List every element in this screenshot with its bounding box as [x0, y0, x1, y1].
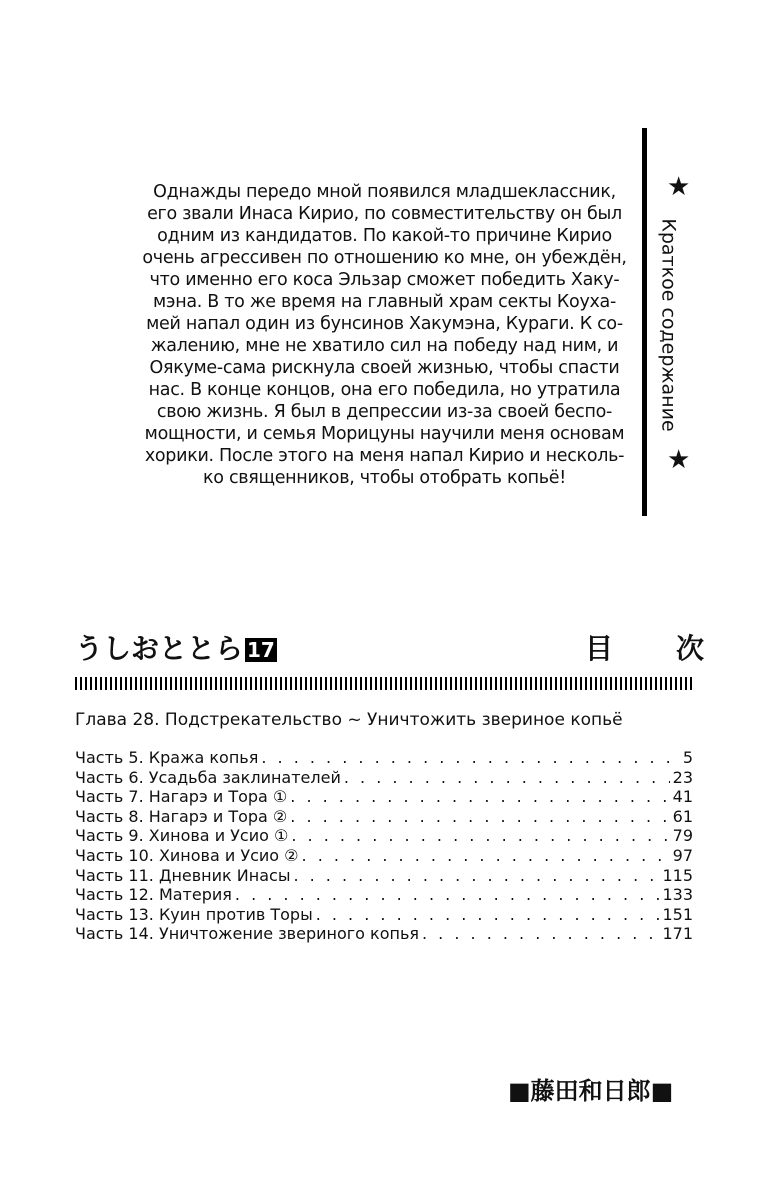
toc-entry: [75, 846, 693, 866]
toc-title: Часть 7. Нагарэ и Тора ①: [75, 787, 288, 807]
toc-title: Часть 10. Хинова и Усио ②: [75, 845, 299, 865]
toc-entry: [75, 768, 693, 788]
summary-line: мей напал один из бунсинов Хакумэна, Кураги. К со-: [146, 314, 623, 334]
summary-line: нас. В конце концов, она его победила, но утратила: [148, 380, 621, 400]
vertical-divider: [642, 128, 647, 516]
toc-entry: [75, 748, 693, 768]
toc-page: 171: [662, 924, 693, 944]
series-title: [75, 632, 277, 666]
toc-title: Часть 14. Уничтожение звериного копья: [75, 924, 419, 944]
summary-line: хорики. После этого на меня напал Кирио и несколь-: [144, 446, 625, 466]
toc-entry: [75, 866, 693, 886]
toc-title: Часть 13. Куин против Торы: [75, 904, 313, 924]
summary-line: что именно его коса Эльзар сможет победить Хаку-: [149, 270, 620, 290]
author-name: ■藤田和日郎■: [508, 1077, 674, 1105]
summary-line: его звали Инаса Кирио, по совместительству он был: [147, 204, 622, 224]
toc-heading-1: 目: [585, 632, 614, 665]
toc-page: 115: [662, 865, 693, 885]
toc-page: 79: [672, 826, 693, 846]
toc-title: Часть 6. Усадьба заклинателей: [75, 767, 341, 787]
summary-line: очень агрессивен по отношению ко мне, он убеждён,: [142, 248, 627, 268]
toc-entry: [75, 826, 693, 846]
summary-line: жалению, мне не хватило сил на победу над ним, и: [150, 336, 619, 356]
toc-title: Часть 8. Нагарэ и Тора ②: [75, 806, 288, 826]
toc-entry: [75, 807, 693, 827]
toc-entry: [75, 885, 693, 905]
leader-dots: [293, 866, 659, 886]
toc-page: 41: [672, 787, 693, 807]
toc-page: 5: [682, 748, 693, 767]
leader-dots: [302, 846, 670, 866]
toc-title: Часть 11. Дневник Инасы: [75, 865, 291, 885]
summary-line: ко священников, чтобы отобрать копьё!: [203, 468, 566, 488]
toc-page: 151: [662, 904, 693, 924]
summary-line: мэна. В то же время на главный храм секты Коуха-: [152, 292, 616, 312]
toc-page: 97: [672, 845, 693, 865]
volume-badge: 17: [247, 638, 275, 662]
toc-title: Часть 12. Материя: [75, 885, 232, 905]
leader-dots: [261, 748, 679, 768]
summary-text: [112, 181, 657, 489]
toc-entry: [75, 787, 693, 807]
summary-line: одним из кандидатов. По какой-то причине Кирио: [157, 226, 612, 246]
summary-heading: Краткое содержание: [657, 218, 680, 432]
leader-dots: [290, 807, 669, 827]
toc-heading-2: 次: [676, 632, 705, 665]
toc-page: 61: [672, 806, 693, 826]
leader-dots: [316, 905, 660, 925]
star-icon: ★: [667, 445, 691, 475]
summary-line: мощности, и семья Морицуны научили меня основам: [144, 424, 625, 444]
toc-list: [75, 748, 693, 944]
toc-entry: [75, 905, 693, 925]
toc-title: Часть 9. Хинова и Усио ①: [75, 826, 289, 846]
chapter-title: Глава 28. Подстрекательство ~ Уничтожить звериное копьё: [75, 710, 623, 730]
decorative-rule: [75, 677, 693, 690]
summary-line: свою жизнь. Я был в депрессии из-за своей беспо-: [156, 402, 613, 422]
leader-dots: [344, 768, 670, 788]
summary-line: Однажды передо мной появился младшеклассник,: [153, 182, 616, 202]
toc-page: 133: [662, 885, 693, 905]
leader-dots: [422, 924, 659, 944]
leader-dots: [290, 787, 669, 807]
leader-dots: [235, 885, 660, 905]
toc-title: Часть 5. Кража копья: [75, 748, 259, 767]
leader-dots: [291, 826, 669, 846]
star-icon: ★: [667, 172, 691, 202]
toc-page: 23: [672, 767, 693, 787]
summary-line: Оякуме-сама рискнула своей жизнью, чтобы спасти: [149, 358, 620, 378]
series-name: うしおととら: [75, 632, 244, 665]
toc-entry: [75, 924, 693, 944]
